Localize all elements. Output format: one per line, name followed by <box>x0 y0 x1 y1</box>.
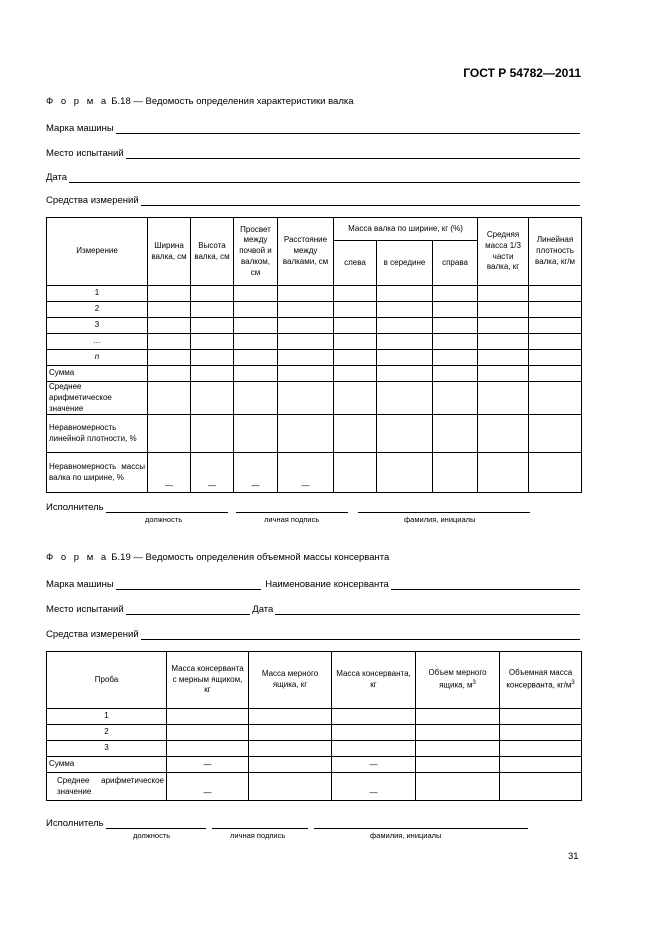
col-mass-with-box: Масса консерванта с мерным ящиком, кг <box>167 652 249 709</box>
col-right: справа <box>433 241 478 286</box>
form19-field-tools[interactable] <box>46 626 580 640</box>
col-volumetric-mass <box>500 652 582 709</box>
field-blank[interactable] <box>141 196 580 206</box>
row-mean-label: Среднее арифметическое значение <box>47 773 167 801</box>
table-row <box>47 453 582 493</box>
table-row <box>47 415 582 453</box>
col-width: Ширина валка, см <box>148 218 191 286</box>
table-row <box>47 773 582 801</box>
signature-caption: личная подпись <box>264 515 320 524</box>
form19-table <box>46 651 582 801</box>
preservative-blank[interactable] <box>391 580 580 590</box>
form19-signature-line <box>46 816 546 829</box>
row-label: 2 <box>47 302 148 318</box>
row-label: 2 <box>47 725 167 741</box>
row-uneven-density-label: Неравномерность линейной плотности, % <box>47 415 148 453</box>
col-middle: в середине <box>377 241 433 286</box>
name-caption: фамилия, инициалы <box>370 831 442 840</box>
dash-cell: — <box>167 773 249 801</box>
standard-number: ГОСТ Р 54782—2011 <box>463 66 581 80</box>
table-row <box>47 350 582 366</box>
row-mean-label: Среднее арифметическое значение <box>47 382 148 415</box>
table-row <box>47 741 582 757</box>
col-distance: Расстояние между валками, см <box>278 218 334 286</box>
dash-cell: — <box>191 453 234 493</box>
form18-signature-line <box>46 500 546 513</box>
col-height: Высота валка, см <box>191 218 234 286</box>
position-caption: должность <box>145 515 183 524</box>
field-label: Дата <box>46 172 68 183</box>
dash-cell: — <box>278 453 334 493</box>
field-label: Средства измерений <box>46 629 139 640</box>
form18-title <box>46 96 354 107</box>
field-label: Марка машины <box>46 579 114 590</box>
col-measurement: Измерение <box>47 218 148 286</box>
form18-field-tools[interactable] <box>46 192 580 206</box>
form18-table <box>46 217 582 493</box>
table-row <box>47 334 582 350</box>
row-label: 1 <box>47 709 167 725</box>
row-uneven-mass-label: Неравномерность массы валка по ширине, % <box>47 453 148 493</box>
form18-title-rest: Б.18 — Ведомость определения характеристики валка <box>108 96 354 107</box>
col-linear-density: Линейная плотность валка, кг/м <box>529 218 582 286</box>
signature-blank[interactable] <box>236 503 348 513</box>
field-label: Наименование консерванта <box>265 579 389 590</box>
superscript: 3 <box>472 680 476 687</box>
col-avg-mass: Средняя масса 1/3 части валка, кг <box>478 218 529 286</box>
position-blank[interactable] <box>106 503 228 513</box>
table-row <box>47 709 582 725</box>
page-number: 31 <box>568 851 579 862</box>
form18-field-date[interactable] <box>46 169 580 183</box>
form18-field-place[interactable] <box>46 145 580 159</box>
signature-label: Исполнитель <box>46 818 104 829</box>
field-blank[interactable] <box>141 630 580 640</box>
col-mass-group: Масса валка по ширине, кг (%) <box>334 218 478 241</box>
form19-field-row1 <box>46 576 580 590</box>
name-blank[interactable] <box>358 503 530 513</box>
form19-title-rest: Б.19 — Ведомость определения объемной массы консерванта <box>108 552 390 563</box>
dash-cell: — <box>332 757 416 773</box>
signature-blank[interactable] <box>212 819 308 829</box>
col-clearance: Просвет между почвой и валком, см <box>234 218 278 286</box>
field-label: Место испытаний <box>46 148 124 159</box>
row-label: n <box>47 350 148 366</box>
date-blank[interactable] <box>275 605 580 615</box>
row-label: 3 <box>47 318 148 334</box>
form19-title-prefix: Ф о р м а <box>46 552 109 563</box>
field-blank[interactable] <box>116 124 580 134</box>
col-volumetric-mass-text: Объемная масса консерванта, кг/м <box>506 668 573 690</box>
row-label: 1 <box>47 286 148 302</box>
table-row <box>47 302 582 318</box>
form19-field-row2 <box>46 601 580 615</box>
field-label: Марка машины <box>46 123 114 134</box>
form18-field-machine[interactable] <box>46 120 580 134</box>
superscript: 3 <box>571 680 575 687</box>
signature-label: Исполнитель <box>46 502 104 513</box>
position-caption: должность <box>133 831 171 840</box>
form18-title-prefix: Ф о р м а <box>46 96 109 107</box>
field-label: Дата <box>252 604 274 615</box>
col-left: слева <box>334 241 377 286</box>
name-caption: фамилия, инициалы <box>404 515 476 524</box>
col-box-mass: Масса мерного ящика, кг <box>249 652 332 709</box>
field-blank[interactable] <box>69 173 580 183</box>
form19-title <box>46 552 389 563</box>
row-label: ... <box>47 334 148 350</box>
table-row <box>47 382 582 415</box>
col-pres-mass: Масса консерванта, кг <box>332 652 416 709</box>
name-blank[interactable] <box>314 819 528 829</box>
col-box-volume-text: Объем мерного ящика, м <box>428 668 487 690</box>
table-row <box>47 725 582 741</box>
signature-caption: личная подпись <box>230 831 286 840</box>
table-row <box>47 286 582 302</box>
field-label: Средства измерений <box>46 195 139 206</box>
place-blank[interactable] <box>126 605 251 615</box>
table-row <box>47 318 582 334</box>
col-sample: Проба <box>47 652 167 709</box>
row-sum-label: Сумма <box>47 757 167 773</box>
row-sum-label: Сумма <box>47 366 148 382</box>
dash-cell: — <box>234 453 278 493</box>
table-row <box>47 757 582 773</box>
machine-blank[interactable] <box>116 580 262 590</box>
position-blank[interactable] <box>106 819 206 829</box>
row-label: 3 <box>47 741 167 757</box>
dash-cell: — <box>332 773 416 801</box>
col-box-volume <box>416 652 500 709</box>
field-label: Место испытаний <box>46 604 124 615</box>
dash-cell: — <box>167 757 249 773</box>
table-row <box>47 366 582 382</box>
dash-cell: — <box>148 453 191 493</box>
field-blank[interactable] <box>126 149 580 159</box>
